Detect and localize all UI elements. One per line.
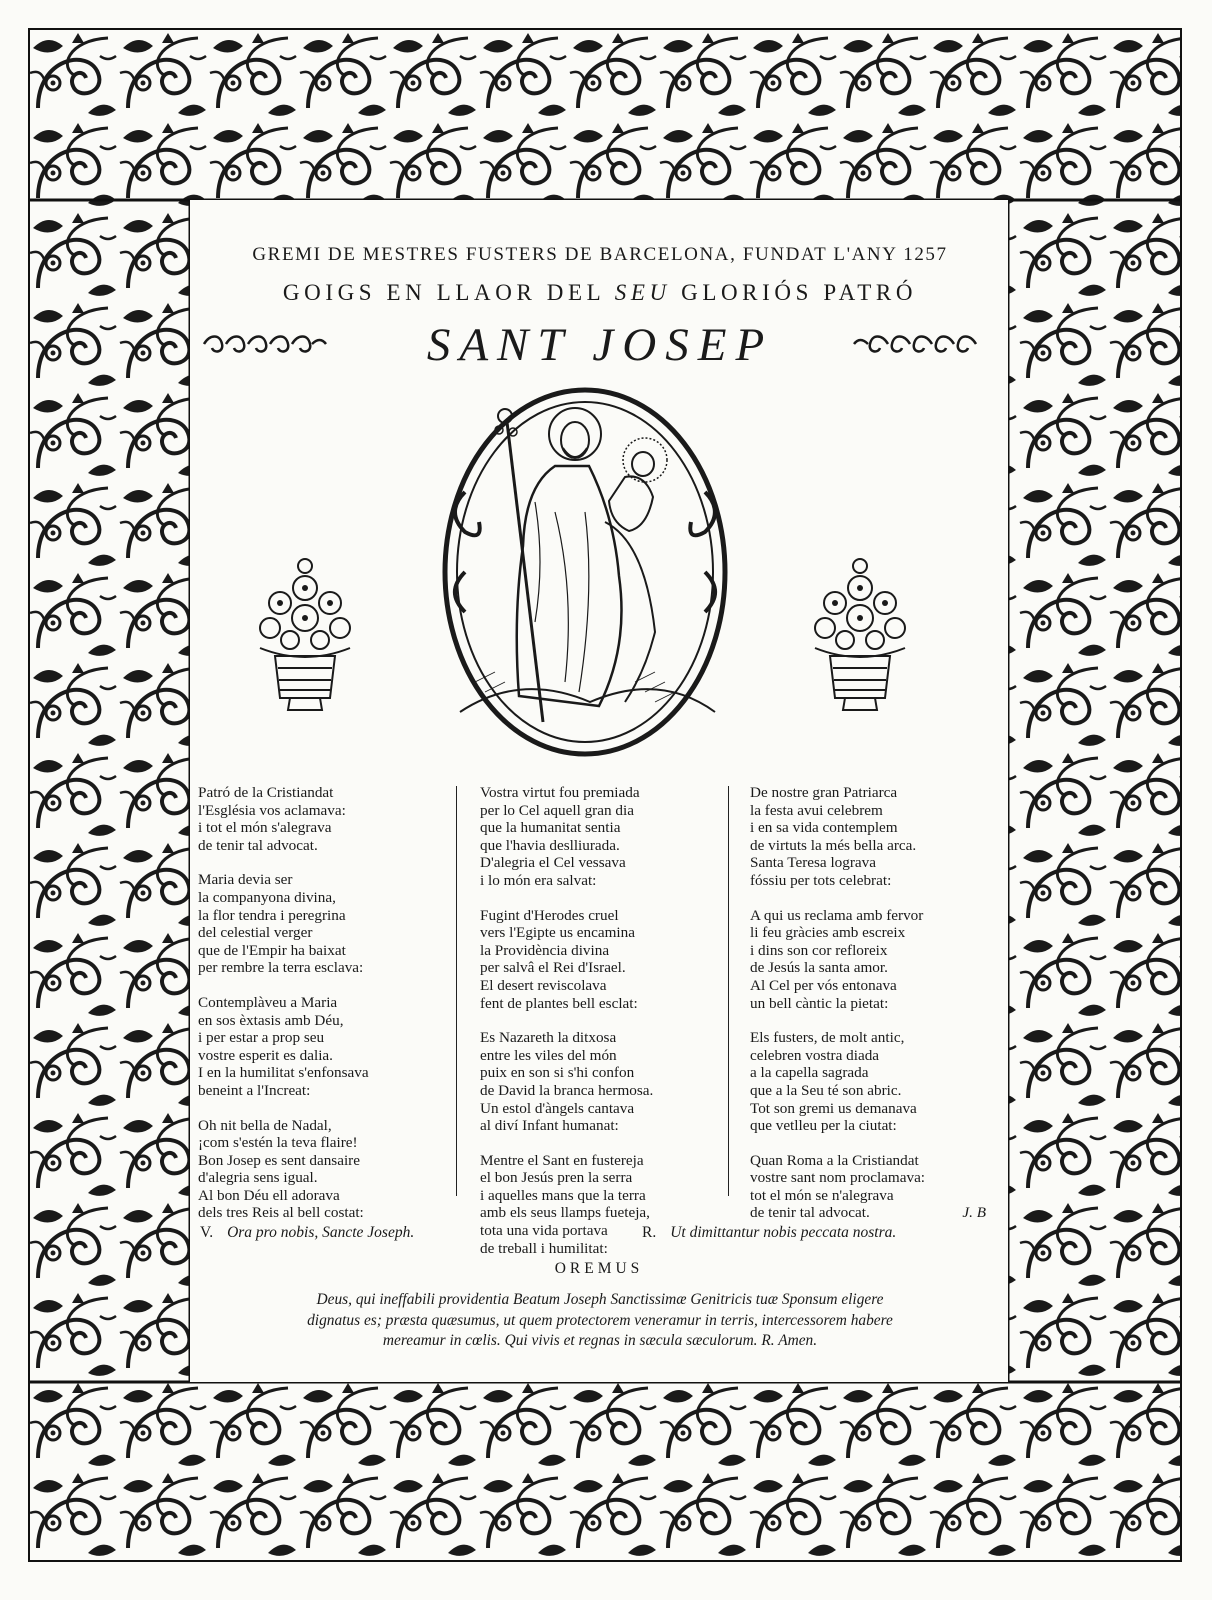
stanza	[750, 1152, 1000, 1222]
stanza	[480, 784, 730, 890]
verse-line: Bon Josep es sent dansaire	[198, 1151, 360, 1169]
verse-line: vostre sant nom proclamava:	[750, 1169, 926, 1187]
column-divider	[728, 786, 729, 1196]
versicle-label: V.	[200, 1224, 214, 1241]
verse-line: Es Nazareth la ditxosa	[480, 1029, 617, 1047]
verse-line: A qui us reclama amb fervor	[750, 906, 924, 924]
verse-line: de treball i humilitat:	[480, 1239, 608, 1257]
flower-basket-left-icon	[240, 548, 370, 718]
verse-line: Un estol d'àngels cantava	[480, 1099, 635, 1117]
verse-line: Santa Teresa lograva	[750, 854, 877, 872]
verse-line: I en la humilitat s'enfonsava	[198, 1064, 369, 1082]
verse-line: Al Cel per vós entonava	[750, 976, 897, 994]
verse-line: per rembre la terra esclava:	[198, 959, 364, 977]
verse-line: Els fusters, de molt antic,	[750, 1029, 905, 1047]
page-title: SANT JOSEP	[426, 319, 774, 371]
stanza	[198, 1117, 448, 1223]
stanza	[480, 907, 730, 1013]
verse-line: en sos èxtasis amb Déu,	[198, 1011, 344, 1029]
verse-line: puix en son si s'hi confon	[480, 1064, 635, 1082]
verse-line: vers l'Egipte us encamina	[480, 924, 635, 942]
verse-line: Al bon Déu ell adorava	[198, 1186, 340, 1204]
versicle	[200, 1224, 414, 1242]
response-text: Ut dimittantur nobis peccata nostra.	[670, 1224, 897, 1241]
verse-line: i lo món era salvat:	[480, 871, 597, 889]
text-panel	[190, 200, 1008, 1382]
verse-line: tot el món se n'alegrava	[750, 1186, 894, 1204]
stanza	[750, 1029, 1000, 1135]
verse-line: que vetlleu per la ciutat:	[750, 1117, 897, 1135]
verse-line: Oh nit bella de Nadal,	[198, 1116, 332, 1134]
verse-line: Quan Roma a la Cristiandat	[750, 1151, 919, 1169]
verse-column-2	[480, 784, 730, 1274]
prayer-line: mereamur in cœlis. Qui vivis et regnas in sæcula sæculorum. R. Amen.	[382, 1332, 818, 1349]
verse-line: per salvâ el Rei d'Israel.	[480, 959, 626, 977]
verse-line: l'Església vos aclamava:	[198, 801, 346, 819]
verse-line: d'alegria sens igual.	[198, 1169, 318, 1187]
verse-line: tota una vida portava	[480, 1222, 608, 1240]
prayer-line: dignatus es; præsta quæsumus, ut quem protectorem veneramur in terris, intercessorem habere	[307, 1311, 893, 1329]
verse-line: Vostra virtut fou premiada	[480, 784, 640, 801]
verse-line: la flor tendra i peregrina	[198, 906, 346, 924]
verse-line: Fugint d'Herodes cruel	[480, 906, 619, 924]
response-label: R.	[642, 1224, 657, 1241]
verse-line: De nostre gran Patriarca	[750, 784, 898, 801]
verse-line: la festa avui celebrem	[750, 801, 883, 819]
oremus-heading: OREMUS	[554, 1260, 644, 1277]
verse-column-3	[750, 784, 1000, 1239]
column-divider	[456, 786, 457, 1196]
verse-line: li feu gràcies amb escreix	[750, 924, 906, 942]
goigs-heading-post: GLORIÓS PATRÓ	[681, 280, 918, 305]
stanza	[198, 871, 448, 977]
stanza	[750, 907, 1000, 1013]
verse-line: El desert reviscolava	[480, 976, 607, 994]
verse-line: celebren vostra diada	[750, 1046, 880, 1064]
verse-line: Maria devia ser	[198, 871, 293, 889]
prayer-text	[200, 1290, 1000, 1352]
verse-line: i tot el món s'alegrava	[198, 819, 332, 837]
verse-line: que la humanitat sentia	[480, 819, 621, 837]
verse-line: Tot son gremi us demanava	[750, 1099, 917, 1117]
verse-line: i per estar a prop seu	[198, 1029, 325, 1047]
versicle-text: Ora pro nobis, Sancte Joseph.	[227, 1224, 415, 1241]
verse-line: la companyona divina,	[198, 888, 336, 906]
verse-line: D'alegria el Cel vessava	[480, 854, 626, 872]
flourish-right-icon	[850, 330, 980, 358]
stanza	[198, 784, 448, 854]
author-signature: J. B	[962, 1204, 986, 1222]
verse-line: que l'havia deslliurada.	[480, 836, 620, 854]
verse-line: de David la branca hermosa.	[480, 1081, 654, 1099]
verse-line: amb els seus llamps fueteja,	[480, 1204, 650, 1222]
verse-line: beneint a l'Increat:	[198, 1081, 311, 1099]
verse-line: dels tres Reis al bell costat:	[198, 1204, 364, 1222]
verse-line: i en sa vida contemplem	[750, 819, 898, 837]
goigs-heading-seu: SEU	[614, 280, 671, 305]
verse-line: entre les viles del món	[480, 1046, 617, 1064]
verse-line: i aquelles mans que la terra	[480, 1186, 646, 1204]
verse-line: Mentre el Sant en fustereja	[480, 1151, 644, 1169]
verse-line: fent de plantes bell esclat:	[480, 994, 638, 1012]
verse-line: fóssiu per tots celebrat:	[750, 871, 892, 889]
verse-line: un bell càntic la pietat:	[750, 994, 889, 1012]
verse-line: al diví Infant humanat:	[480, 1117, 619, 1135]
verse-line: a la capella sagrada	[750, 1064, 869, 1082]
verse-line: que a la Seu té son abric.	[750, 1081, 902, 1099]
verse-line: Patró de la Cristiandat	[198, 784, 334, 801]
guild-heading: GREMI DE MESTRES FUSTERS DE BARCELONA, FUNDAT L'ANY 1257	[252, 244, 948, 265]
verse-line: Contemplàveu a Maria	[198, 993, 338, 1011]
verse-line: de Jesús la santa amor.	[750, 959, 888, 977]
verse-line: vostre esperit es dalia.	[198, 1046, 333, 1064]
verse-line: de tenir tal advocat.	[750, 1204, 870, 1222]
verse-line: de virtuts la més bella arca.	[750, 836, 917, 854]
verse-line: el bon Jesús pren la serra	[480, 1169, 633, 1187]
verse-line: per lo Cel aquell gran dia	[480, 801, 634, 819]
verse-line: ¡com s'estén la teva flaire!	[198, 1134, 358, 1152]
prayer-line: Deus, qui ineffabili providentia Beatum Joseph Sanctissimæ Genitricis tuæ Sponsum eligere	[316, 1291, 884, 1308]
goigs-heading	[200, 280, 1000, 306]
verse-line: del celestial verger	[198, 924, 313, 942]
flower-basket-right-icon	[795, 548, 925, 718]
saint-joseph-engraving	[435, 382, 735, 762]
verse-line: que de l'Empir ha baixat	[198, 941, 346, 959]
verse-column-1	[198, 784, 448, 1239]
verse-line: i dins son cor refloreix	[750, 941, 888, 959]
stanza	[480, 1029, 730, 1135]
goigs-heading-pre: GOIGS EN LLAOR DEL	[282, 280, 605, 305]
verse-line: de tenir tal advocat.	[198, 836, 318, 854]
stanza	[198, 994, 448, 1100]
response	[642, 1224, 896, 1242]
stanza	[750, 784, 1000, 890]
verse-line: la Providència divina	[480, 941, 610, 959]
